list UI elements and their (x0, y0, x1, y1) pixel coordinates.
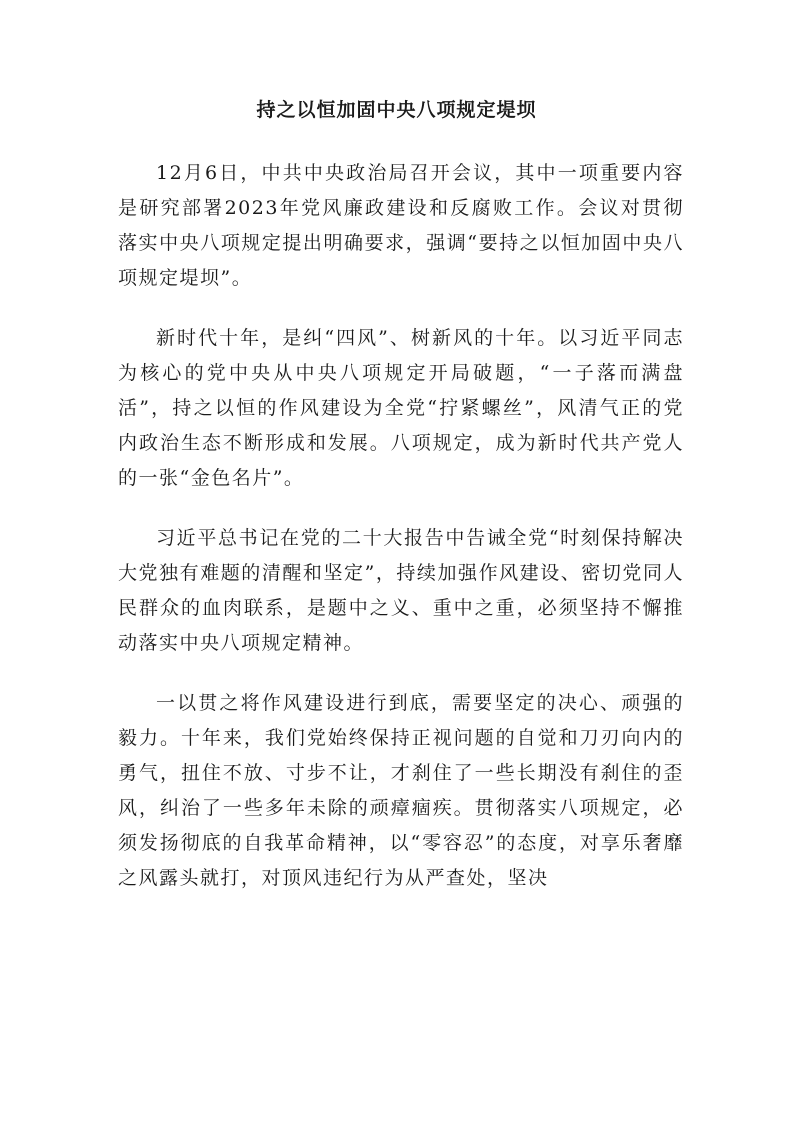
paragraph-1: 12月6日，中共中央政治局召开会议，其中一项重要内容是研究部署2023年党风廉政建设和反腐败工作。会议对贯彻落实中央八项规定提出明确要求，强调“要持之以恒加固中央八项规定堤坝”。 (118, 162, 684, 289)
paragraph-2: 新时代十年，是纠“四风”、树新风的十年。以习近平同志为核心的党中央从中央八项规定开局破题，“一子落而满盘活”，持之以恒的作风建设为全党“拧紧螺丝”，风清气正的党内政治生态不断形成和发展。八项规定，成为新时代共产党人的一张“金色名片”。 (118, 327, 684, 489)
paragraph-4: 一以贯之将作风建设进行到底，需要坚定的决心、顽强的毅力。十年来，我们党始终保持正视问题的自觉和刀刃向内的勇气，扭住不放、寸步不让，才刹住了一些长期没有刹住的歪风，纠治了一些多年未除的顽瘴痼疾。贯彻落实八项规定，必须发扬彻底的自我革命精神，以“零容忍”的态度，对享乐奢靡之风露头就打，对顶风违纪行为从严查处，坚决 (118, 692, 684, 889)
document-title: 持之以恒加固中央八项规定堤坝 (256, 99, 537, 121)
document-body (118, 156, 684, 921)
paragraph-3: 习近平总书记在党的二十大报告中告诫全党“时刻保持解决大党独有难题的清醒和坚定”，持续加强作风建设、密切党同人民群众的血肉联系，是题中之义、重中之重，必须坚持不懈推动落实中央八项规定精神。 (118, 527, 684, 654)
